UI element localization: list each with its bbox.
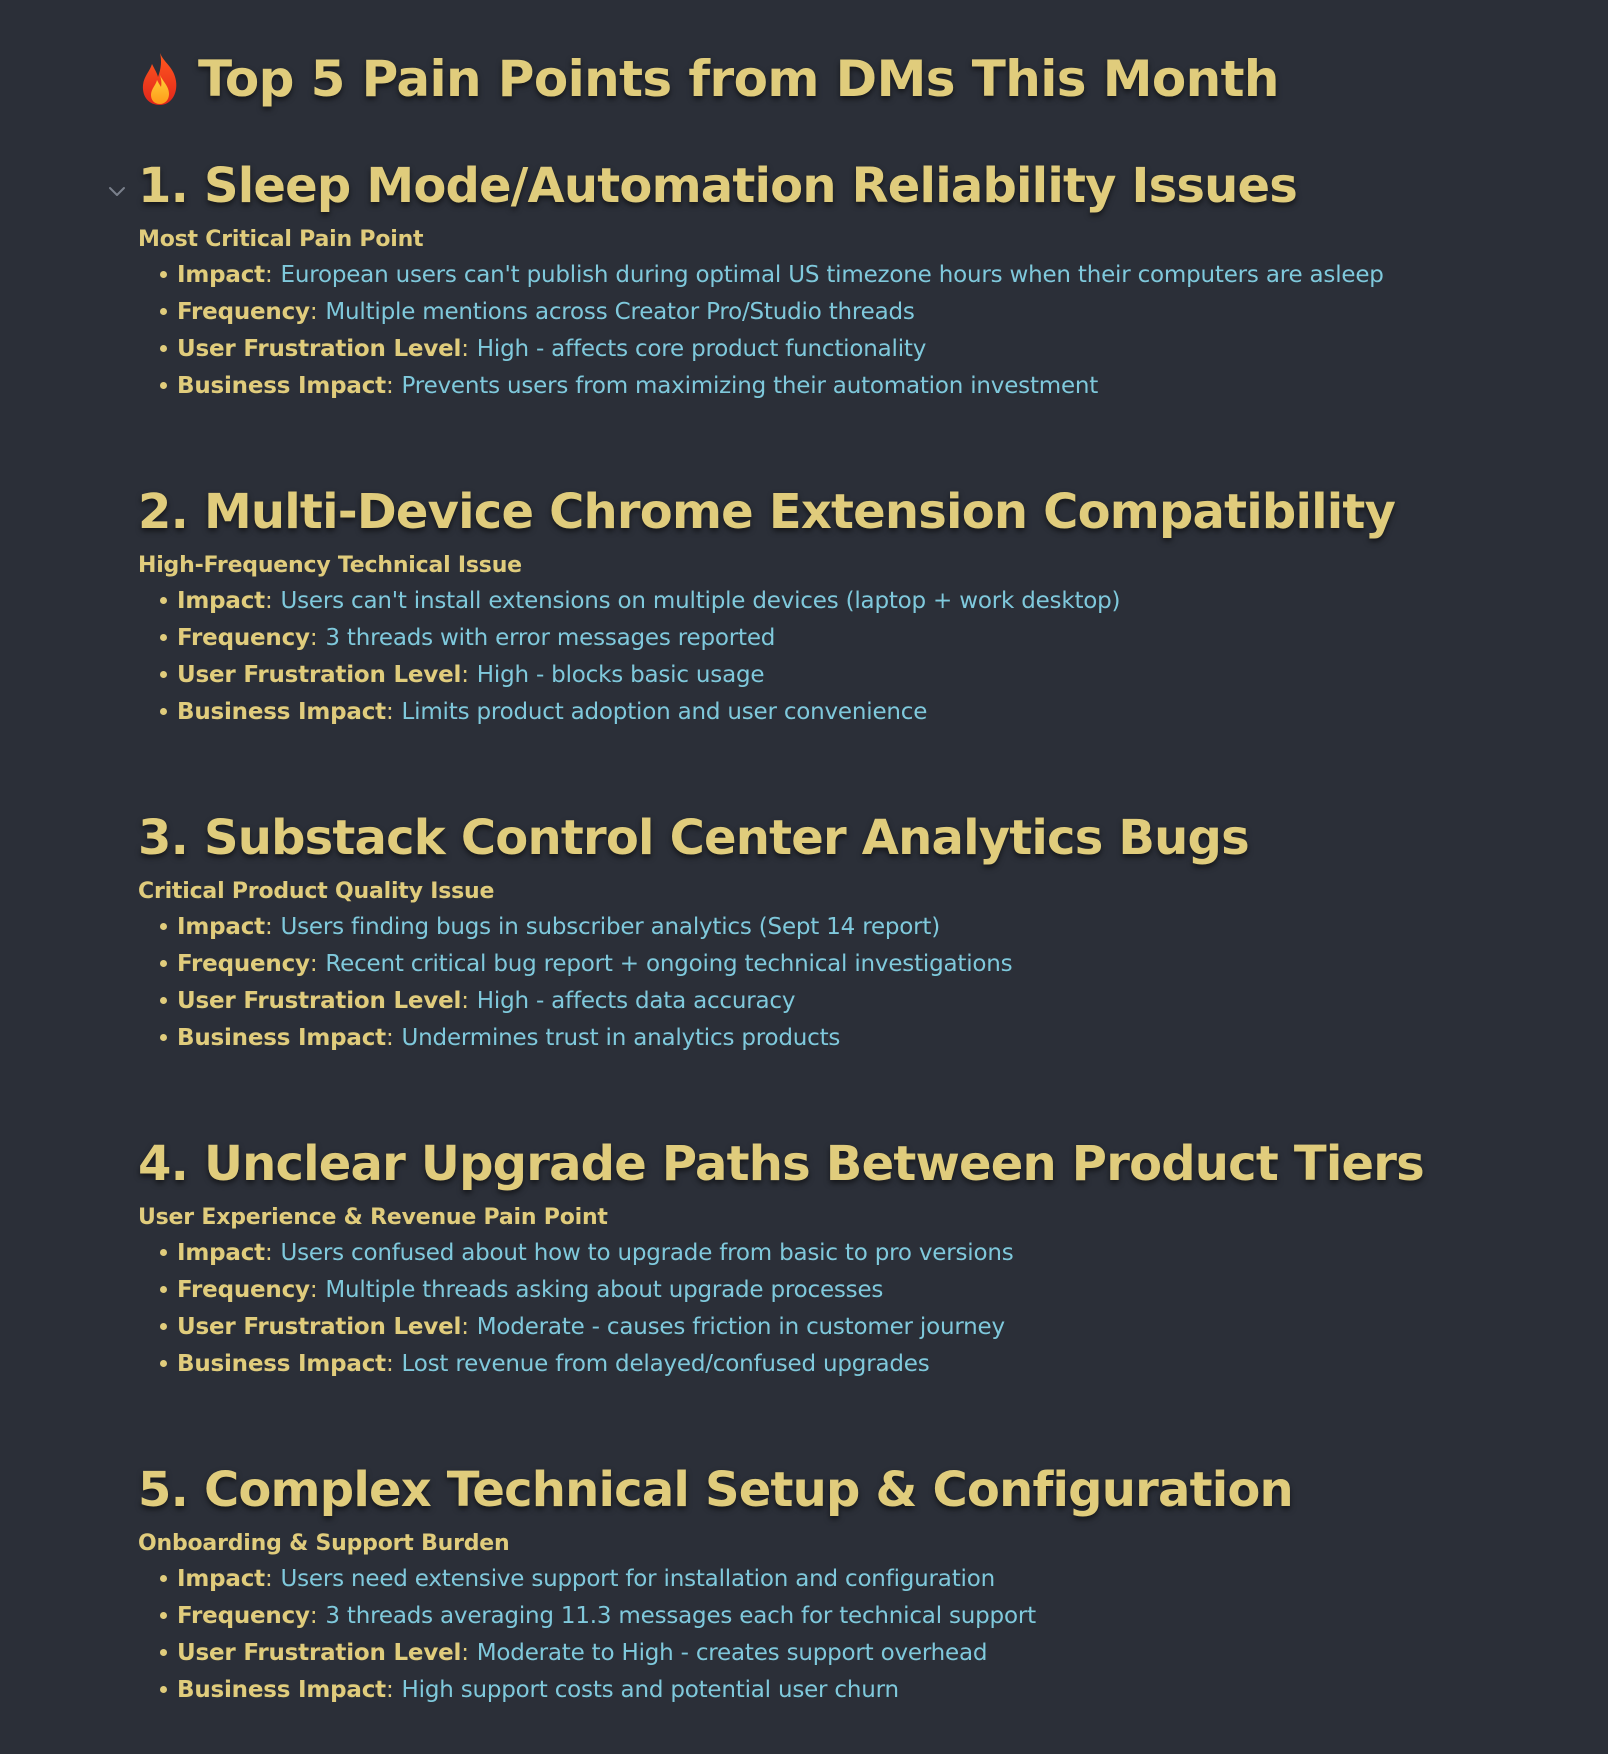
- list-item: User Frustration Level : High - affects core product functionality: [138, 330, 1538, 367]
- bullet-icon: [160, 923, 167, 930]
- item-key: Business Impact: [177, 1024, 386, 1051]
- item-value: High - affects data accuracy: [476, 987, 796, 1014]
- item-key: Business Impact: [177, 372, 386, 399]
- detail-list: [138, 256, 1538, 404]
- item-value: High support costs and potential user churn: [401, 1676, 899, 1703]
- list-item: User Frustration Level : Moderate to High - creates support overhead: [138, 1634, 1538, 1671]
- detail-list: [138, 908, 1538, 1056]
- item-value: Multiple mentions across Creator Pro/Studio threads: [325, 298, 915, 325]
- bullet-icon: [160, 1034, 167, 1041]
- section-heading: 2. Multi-Device Chrome Extension Compatibility: [138, 484, 1396, 540]
- item-value: 3 threads averaging 11.3 messages each for technical support: [325, 1602, 1036, 1629]
- detail-list: [138, 582, 1538, 730]
- bullet-icon: [160, 345, 167, 352]
- item-key: Impact: [177, 261, 265, 288]
- section-subtitle: Onboarding & Support Burden: [138, 1530, 510, 1556]
- item-value: 3 threads with error messages reported: [325, 624, 776, 651]
- list-item: Frequency : 3 threads with error messages reported: [138, 619, 1538, 656]
- list-item: Frequency : Multiple mentions across Creator Pro/Studio threads: [138, 293, 1538, 330]
- item-value: Moderate - causes friction in customer journey: [476, 1313, 1005, 1340]
- item-key: User Frustration Level: [177, 335, 462, 362]
- item-key: Impact: [177, 913, 265, 940]
- item-value: Users confused about how to upgrade from basic to pro versions: [280, 1239, 1014, 1266]
- item-value: Users need extensive support for installation and configuration: [280, 1565, 995, 1592]
- bullet-icon: [160, 1286, 167, 1293]
- pain-point-section-5: [138, 1452, 1538, 1708]
- item-key: User Frustration Level: [177, 661, 462, 688]
- list-item: Business Impact : Lost revenue from delayed/confused upgrades: [138, 1345, 1538, 1382]
- item-value: European users can't publish during optimal US timezone hours when their computers are asleep: [280, 261, 1384, 288]
- page-title-text: Top 5 Pain Points from DMs This Month: [198, 50, 1279, 108]
- item-value: Users can't install extensions on multiple devices (laptop + work desktop): [280, 587, 1121, 614]
- pain-point-section-2: [138, 474, 1538, 730]
- bullet-icon: [160, 1649, 167, 1656]
- chevron-down-icon[interactable]: [108, 186, 126, 198]
- item-value: High - affects core product functionality: [476, 335, 927, 362]
- item-key: User Frustration Level: [177, 1639, 462, 1666]
- item-key: Frequency: [177, 950, 310, 977]
- pain-point-section-4: [138, 1126, 1538, 1382]
- list-item: User Frustration Level : Moderate - causes friction in customer journey: [138, 1308, 1538, 1345]
- item-key: User Frustration Level: [177, 1313, 462, 1340]
- bullet-icon: [160, 634, 167, 641]
- section-subtitle: Most Critical Pain Point: [138, 226, 424, 252]
- item-value: Recent critical bug report + ongoing technical investigations: [325, 950, 1013, 977]
- list-item: Frequency : 3 threads averaging 11.3 messages each for technical support: [138, 1597, 1538, 1634]
- list-item: Business Impact : Limits product adoption and user convenience: [138, 693, 1538, 730]
- section-heading: 3. Substack Control Center Analytics Bugs: [138, 810, 1249, 866]
- list-item: Impact : European users can't publish during optimal US timezone hours when their computers are asleep: [138, 256, 1538, 293]
- bullet-icon: [160, 1686, 167, 1693]
- item-key: Business Impact: [177, 1676, 386, 1703]
- item-value: Multiple threads asking about upgrade processes: [325, 1276, 884, 1303]
- section-heading: 4. Unclear Upgrade Paths Between Product Tiers: [138, 1136, 1424, 1192]
- item-key: Frequency: [177, 624, 310, 651]
- detail-list: [138, 1234, 1538, 1382]
- item-key: Frequency: [177, 1602, 310, 1629]
- bullet-icon: [160, 1360, 167, 1367]
- list-item: User Frustration Level : High - blocks basic usage: [138, 656, 1538, 693]
- item-key: Impact: [177, 1239, 265, 1266]
- list-item: Impact : Users can't install extensions on multiple devices (laptop + work desktop): [138, 582, 1538, 619]
- bullet-icon: [160, 1323, 167, 1330]
- section-heading: 5. Complex Technical Setup & Configuration: [138, 1462, 1293, 1518]
- pain-point-section-1: [138, 148, 1538, 404]
- list-item: Impact : Users need extensive support for installation and configuration: [138, 1560, 1538, 1597]
- item-value: Lost revenue from delayed/confused upgrades: [401, 1350, 930, 1377]
- item-key: Impact: [177, 587, 265, 614]
- list-item: Frequency : Multiple threads asking about upgrade processes: [138, 1271, 1538, 1308]
- bullet-icon: [160, 271, 167, 278]
- list-item: Business Impact : Prevents users from maximizing their automation investment: [138, 367, 1538, 404]
- bullet-icon: [160, 1612, 167, 1619]
- section-subtitle: High-Frequency Technical Issue: [138, 552, 522, 578]
- bullet-icon: [160, 671, 167, 678]
- item-value: Undermines trust in analytics products: [401, 1024, 841, 1051]
- item-key: Business Impact: [177, 698, 386, 725]
- item-value: Users finding bugs in subscriber analytics (Sept 14 report): [280, 913, 941, 940]
- section-subtitle: Critical Product Quality Issue: [138, 878, 495, 904]
- section-heading: 1. Sleep Mode/Automation Reliability Issues: [138, 158, 1298, 214]
- fire-icon: [138, 51, 182, 107]
- detail-list: [138, 1560, 1538, 1708]
- item-key: Frequency: [177, 298, 310, 325]
- item-value: Moderate to High - creates support overhead: [476, 1639, 988, 1666]
- list-item: Impact : Users finding bugs in subscriber analytics (Sept 14 report): [138, 908, 1538, 945]
- page-title: [138, 44, 1279, 114]
- list-item: Impact : Users confused about how to upgrade from basic to pro versions: [138, 1234, 1538, 1271]
- item-key: User Frustration Level: [177, 987, 462, 1014]
- bullet-icon: [160, 308, 167, 315]
- bullet-icon: [160, 997, 167, 1004]
- bullet-icon: [160, 960, 167, 967]
- section-subtitle: User Experience & Revenue Pain Point: [138, 1204, 608, 1230]
- pain-point-section-3: [138, 800, 1538, 1056]
- item-value: High - blocks basic usage: [476, 661, 765, 688]
- item-value: Prevents users from maximizing their automation investment: [401, 372, 1099, 399]
- bullet-icon: [160, 708, 167, 715]
- bullet-icon: [160, 382, 167, 389]
- list-item: Business Impact : Undermines trust in analytics products: [138, 1019, 1538, 1056]
- list-item: User Frustration Level : High - affects data accuracy: [138, 982, 1538, 1019]
- item-key: Impact: [177, 1565, 265, 1592]
- item-key: Business Impact: [177, 1350, 386, 1377]
- item-value: Limits product adoption and user convenience: [401, 698, 928, 725]
- item-key: Frequency: [177, 1276, 310, 1303]
- list-item: Business Impact : High support costs and potential user churn: [138, 1671, 1538, 1708]
- bullet-icon: [160, 1575, 167, 1582]
- bullet-icon: [160, 597, 167, 604]
- list-item: Frequency : Recent critical bug report + ongoing technical investigations: [138, 945, 1538, 982]
- bullet-icon: [160, 1249, 167, 1256]
